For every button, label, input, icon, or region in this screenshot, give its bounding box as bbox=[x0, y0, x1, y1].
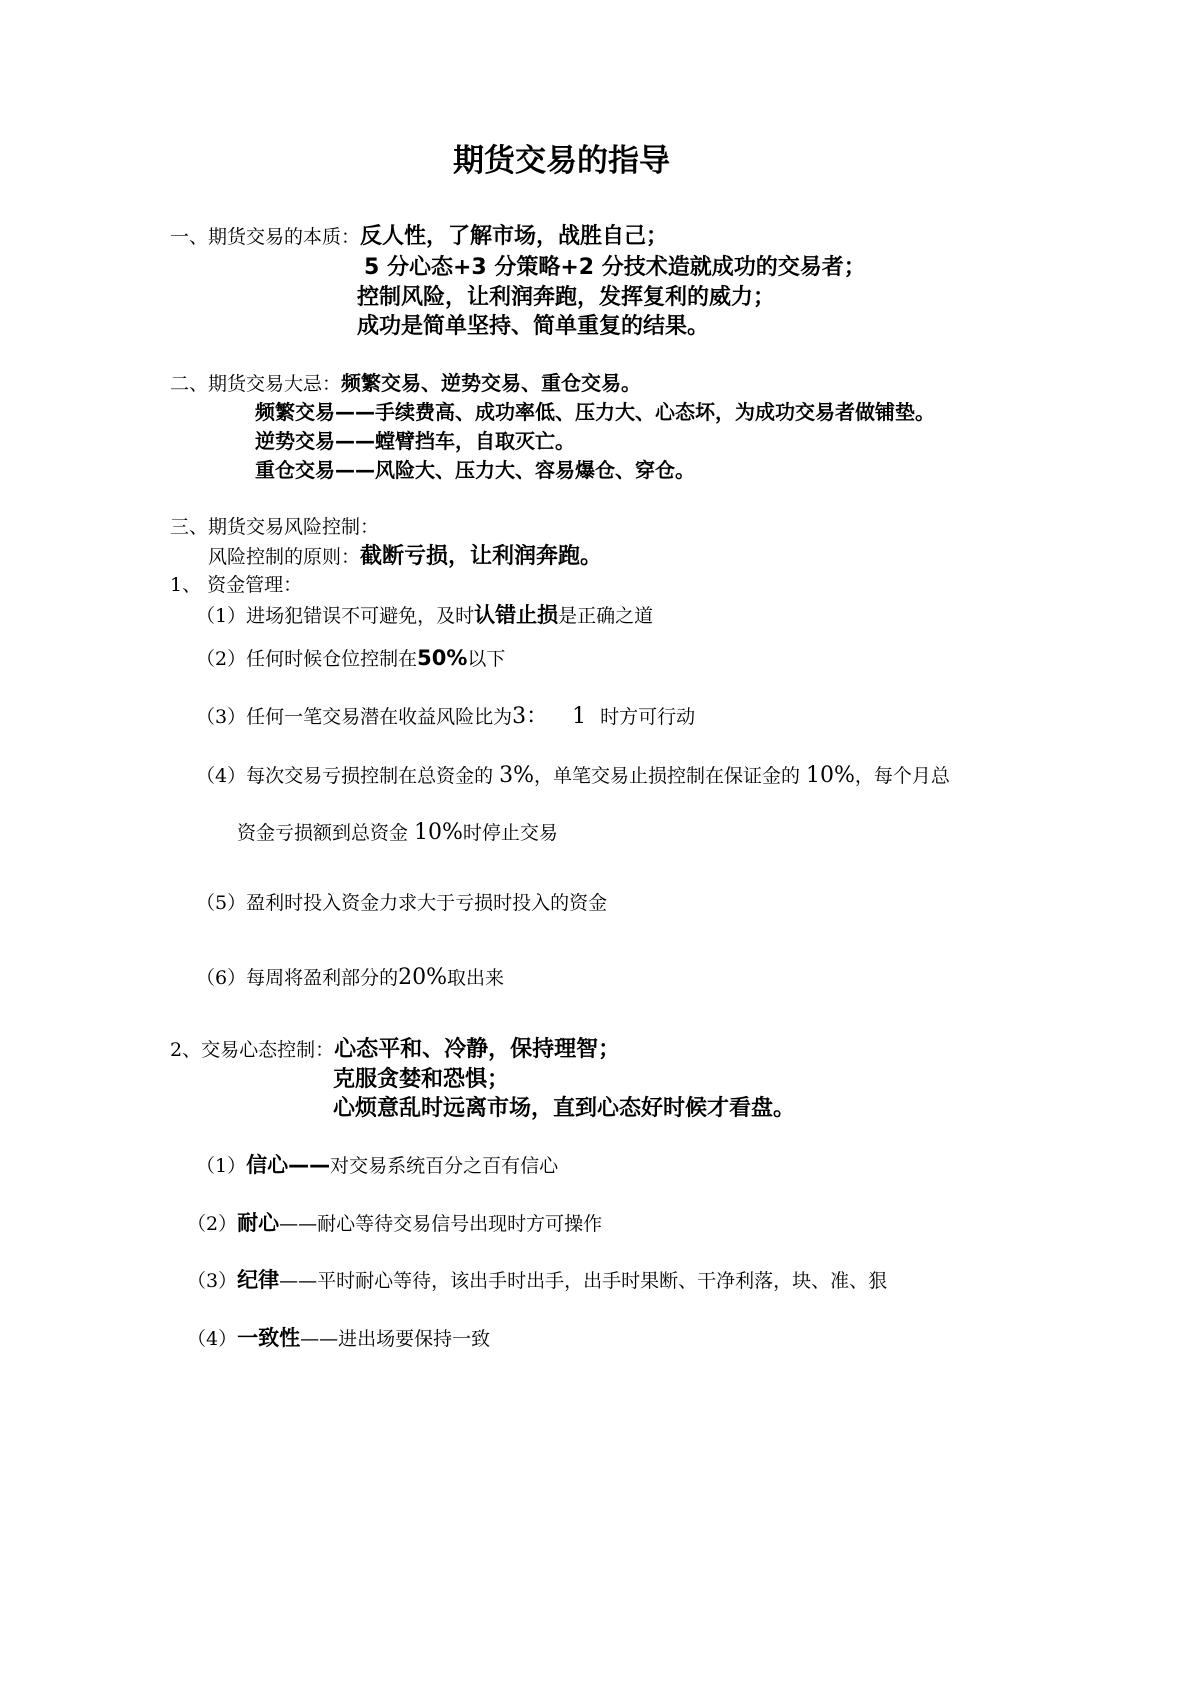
taboo-line: 逆势交易——螳臂挡车，自取灭亡。 bbox=[255, 429, 575, 453]
ratio-number: 3： bbox=[512, 704, 549, 729]
mindset-line: 克服贪婪和恐惧； bbox=[333, 1067, 510, 1092]
list-item: （6）每周将盈利部分的20%取出来 bbox=[196, 965, 505, 990]
emphasis-text: 耐心 bbox=[237, 1211, 280, 1235]
emphasis-number: 50% bbox=[417, 646, 468, 670]
emphasis-text: 信心—— bbox=[246, 1153, 331, 1177]
principle-label: 风险控制的原则： bbox=[208, 546, 361, 568]
list-item-continuation: 资金亏损额到总资金 10%时停止交易 bbox=[237, 820, 558, 845]
list-item: （5）盈利时投入资金力求大于亏损时投入的资金 bbox=[196, 892, 608, 914]
mindset-line: 心态平和、冷静，保持理智； bbox=[334, 1037, 621, 1062]
emphasis-text: 纪律 bbox=[237, 1268, 280, 1292]
document-title: 期货交易的指导 bbox=[453, 143, 670, 179]
section-label: 2、交易心态控制： bbox=[170, 1039, 335, 1061]
list-item: （2）耐心——耐心等待交易信号出现时方可操作 bbox=[187, 1211, 603, 1235]
emphasis-text: 认错止损 bbox=[474, 603, 559, 627]
list-item: （4）每次交易亏损控制在总资金的 3%，单笔交易止损控制在保证金的 10%，每个月总 bbox=[196, 763, 950, 788]
principle-text: 截断亏损，让利润奔跑。 bbox=[360, 544, 603, 569]
list-item: （4）一致性——进出场要保持一致 bbox=[187, 1326, 491, 1350]
list-item: （1）信心——对交易系统百分之百有信心 bbox=[196, 1153, 559, 1177]
essence-line: 控制风险，让利润奔跑，发挥复利的威力； bbox=[357, 285, 776, 310]
ratio-number: 1 bbox=[572, 704, 587, 729]
essence-line: 5 分心态+3 分策略+2 分技术造就成功的交易者； bbox=[364, 255, 866, 280]
section-label: 一、期货交易的本质： bbox=[170, 226, 361, 248]
section-label: 三、期货交易风险控制： bbox=[170, 516, 380, 538]
taboo-line: 频繁交易——手续费高、成功率低、压力大、心态坏，为成功交易者做铺垫。 bbox=[255, 400, 935, 424]
taboo-summary: 频繁交易、逆势交易、重仓交易。 bbox=[341, 371, 642, 395]
essence-line: 反人性，了解市场，战胜自己； bbox=[360, 224, 669, 249]
emphasis-text: 一致性 bbox=[237, 1326, 301, 1350]
mindset-line: 心烦意乱时远离市场，直到心态好时候才看盘。 bbox=[333, 1096, 796, 1121]
essence-line: 成功是简单坚持、简单重复的结果。 bbox=[357, 314, 710, 339]
section-label: 二、期货交易大忌： bbox=[170, 373, 342, 395]
list-item: （2）任何时候仓位控制在50%以下 bbox=[196, 646, 506, 670]
list-item: （3）任何一笔交易潜在收益风险比为3： 1 时方可行动 bbox=[196, 704, 696, 729]
taboo-line: 重仓交易——风险大、压力大、容易爆仓、穿仓。 bbox=[255, 458, 695, 482]
subsection-label: 1、 资金管理： bbox=[170, 574, 303, 596]
list-item: （3）纪律——平时耐心等待，该出手时出手，出手时果断、干净利落，块、准、狠 bbox=[187, 1268, 888, 1292]
list-item: （1）进场犯错误不可避免，及时认错止损是正确之道 bbox=[196, 603, 654, 627]
